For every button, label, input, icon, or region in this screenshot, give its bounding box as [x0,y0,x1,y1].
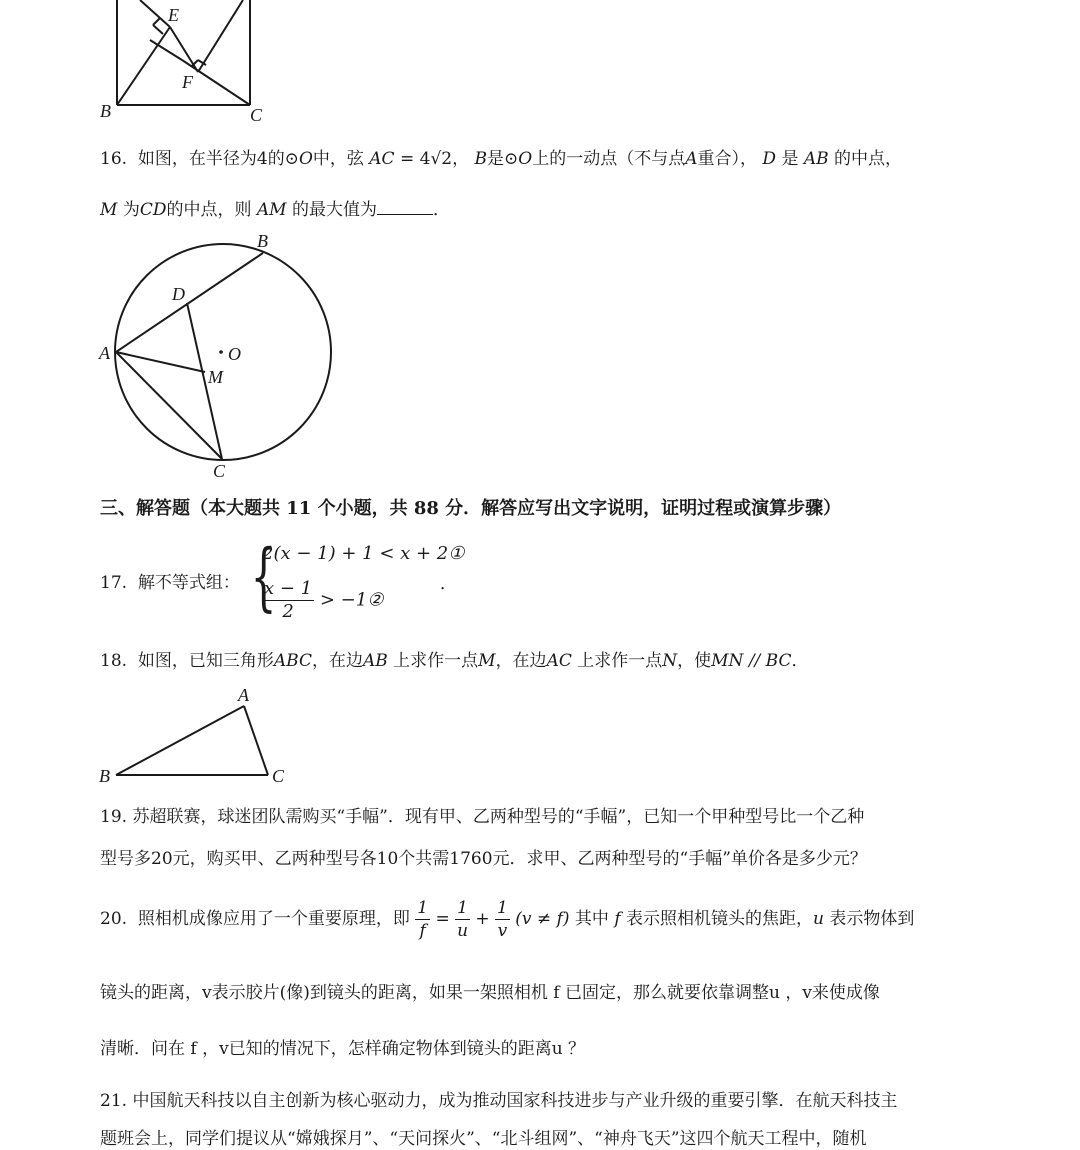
fig15-label-b: B [100,101,111,121]
q19-line-1: 19. 苏超联赛，球迷团队需购买“手幅”．现有甲、乙两种型号的“手幅”，已知一个甲种型号比一个乙种 [100,807,865,827]
q20-line-2: 镜头的距离，v表示胶片(像)到镜头的距离，如果一架照相机 f 已固定，那么就要依靠调整u ，v来使成像 [100,983,880,1003]
q17-brace: { [250,534,277,620]
fig15-label-f: F [182,72,193,92]
fig16-label-c: C [213,461,226,481]
q17-inequality-1: 2(x − 1) + 1 < x + 2① [262,543,465,564]
fig16-label-b: B [257,231,268,251]
q20-line-1: 20. 照相机成像应用了一个重要原理，即 $\frac{1}{f}$ = $\frac{1}{u}$ + $\frac{1}{v}$ (v ≠ f) 其中 f 表示照相机镜头的焦距，u 表示物体到 [100,898,915,941]
fig16-label-o: O [228,344,241,364]
fig16-label-d: D [172,284,185,304]
figure-18 [0,0,300,800]
triangle-side-ac [244,706,268,775]
q17-inequality-2: $\frac{x - 1}{2}$ > −1② [264,578,384,622]
fig16-label-m: M [208,367,223,387]
fig18-label-b: B [99,766,110,786]
q21-line-1: 21. 中国航天科技以自主创新为核心驱动力，成为推动国家科技进步与产业升级的重要引擎．在航天科技主 [100,1091,898,1111]
q16-line-2: M 为CD的中点，则 AM 的最大值为 ． [100,200,450,220]
fig15-label-c: C [250,105,263,125]
fig16-label-a: A [99,343,110,363]
section-3-heading: 三、解答题（本大题共 11 个小题，共 88 分．解答应写出文字说明，证明过程或演算步骤） [100,498,842,519]
triangle-side-ab [116,706,244,775]
q17-end: ． [440,574,457,594]
q18-line: 18. 如图，已知三角形ABC，在边AB 上求作一点M，在边AC 上求作一点N，使MN // BC． [100,651,809,671]
q17-lead: 17. 解不等式组： [100,573,240,593]
q20-line-3: 清晰．问在 f ，v已知的情况下，怎样确定物体到镜头的距离u ？ [100,1039,586,1059]
q21-line-2: 题班会上，同学们提议从“嫦娥探月”、“天问探火”、“北斗组网”、“神舟飞天”这四个航天工程中，随机 [100,1129,867,1149]
fig18-label-a: A [238,685,249,705]
q19-line-2: 型号多20元，购买甲、乙两种型号各10个共需1760元．求甲、乙两种型号的“手幅”单价各是多少元？ [100,849,867,869]
fig18-label-c: C [272,766,285,786]
fig15-label-e: E [168,5,179,25]
q16-line-1: 16. 如图，在半径为4的⊙O中，弦 AC = 4√2， B是⊙O上的一动点（不与点A重合）， D 是 AB 的中点， [100,149,903,169]
